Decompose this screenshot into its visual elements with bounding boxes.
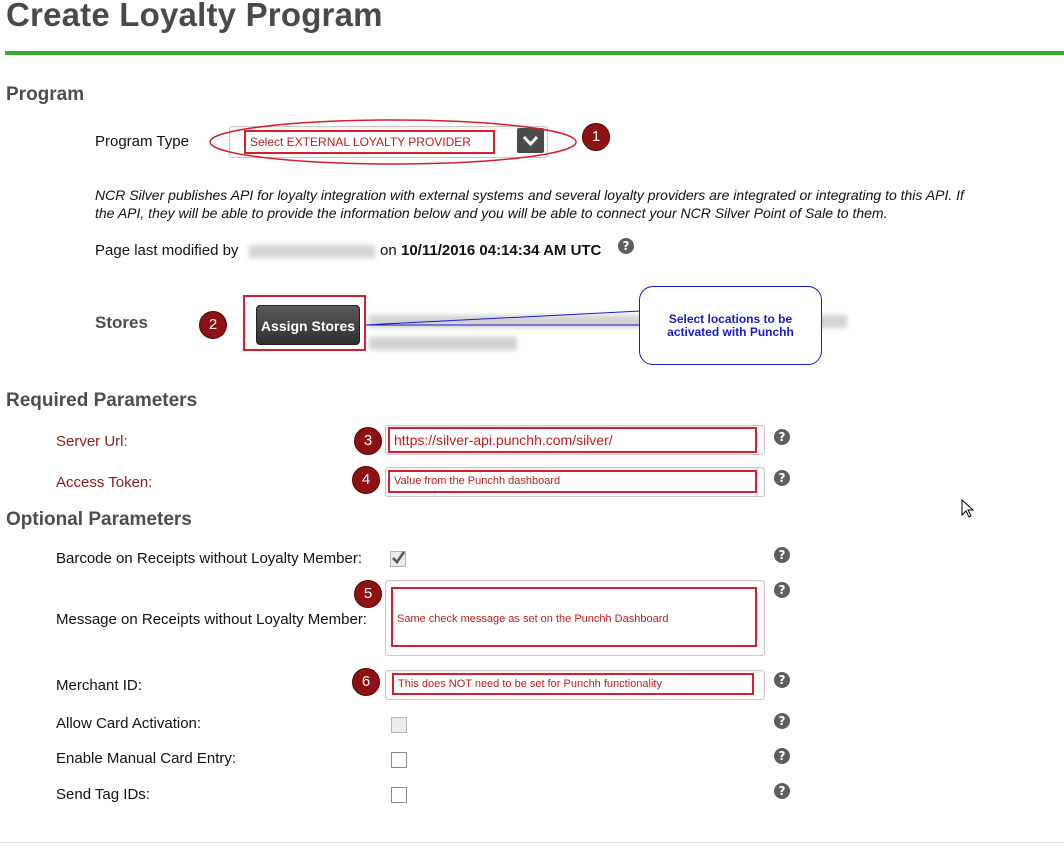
- program-description-line1: NCR Silver publishes API for loyalty integration with external systems and several loyalty providers are integrated or integrating to this API. If: [95, 187, 964, 203]
- page-title: Create Loyalty Program: [6, 0, 383, 33]
- access-token-value: Value from the Punchh dashboard: [388, 470, 757, 493]
- annotation-marker-3: 3: [354, 427, 382, 455]
- question-circle-icon[interactable]: ?: [774, 748, 790, 764]
- program-heading: Program: [6, 84, 85, 105]
- stores-callout: [639, 286, 822, 365]
- annotation-marker-5: 5: [354, 580, 382, 608]
- barcode-label: Barcode on Receipts without Loyalty Member:: [56, 550, 362, 567]
- question-circle-icon[interactable]: ?: [774, 470, 790, 486]
- annotation-marker-6: 6: [352, 668, 380, 696]
- question-circle-icon[interactable]: ?: [774, 429, 790, 445]
- checkmark-icon: [390, 550, 406, 566]
- server-url-value: https://silver-api.punchh.com/silver/: [388, 427, 757, 453]
- question-circle-icon[interactable]: ?: [774, 783, 790, 799]
- bottom-divider: [0, 842, 1064, 843]
- stores-label: Stores: [95, 313, 148, 332]
- send-tag-ids-checkbox[interactable]: [391, 787, 407, 803]
- barcode-checkbox[interactable]: [390, 551, 406, 567]
- allow-card-activation-label: Allow Card Activation:: [56, 715, 202, 732]
- send-tag-ids-label: Send Tag IDs:: [56, 786, 150, 803]
- optional-parameters-heading: Optional Parameters: [6, 509, 192, 530]
- manual-card-entry-label: Enable Manual Card Entry:: [56, 750, 237, 767]
- access-token-label: Access Token:: [56, 474, 153, 491]
- title-divider: [5, 51, 1064, 55]
- question-circle-icon[interactable]: ?: [774, 582, 790, 598]
- merchant-id-value: This does NOT need to be set for Punchh functionality: [392, 673, 754, 695]
- assign-stores-button[interactable]: Assign Stores: [256, 305, 360, 345]
- required-parameters-heading: Required Parameters: [6, 390, 198, 411]
- annotation-marker-1: 1: [582, 123, 610, 151]
- modified-by-text: Page last modified by: [95, 242, 239, 259]
- callout-text: Select locations to be activated with Punchh: [667, 311, 794, 339]
- mouse-pointer-icon: [961, 499, 975, 519]
- modified-date: 10/11/2016 04:14:34 AM UTC: [401, 242, 602, 259]
- annotation-marker-4: 4: [352, 466, 380, 494]
- question-circle-icon[interactable]: ?: [774, 547, 790, 563]
- redacted-user-name: [249, 245, 375, 258]
- question-circle-icon[interactable]: ?: [774, 713, 790, 729]
- annotation-marker-2: 2: [199, 311, 227, 339]
- question-circle-icon[interactable]: ?: [774, 672, 790, 688]
- message-value: Same check message as set on the Punchh Dashboard: [391, 587, 757, 647]
- program-type-highlight-ellipse: [208, 118, 578, 166]
- manual-card-entry-checkbox[interactable]: [391, 752, 407, 768]
- question-circle-icon[interactable]: ?: [618, 238, 634, 254]
- message-label: Message on Receipts without Loyalty Member:: [56, 611, 367, 628]
- server-url-label: Server Url:: [56, 433, 128, 450]
- program-type-value: Select EXTERNAL LOYALTY PROVIDER: [244, 130, 495, 154]
- modified-on-text: on: [380, 242, 397, 259]
- merchant-id-label: Merchant ID:: [56, 677, 142, 694]
- allow-card-activation-checkbox[interactable]: [391, 717, 407, 733]
- program-description-line2: the API, they will be able to provide the information below and you will be able to connect your NCR Silver Point of Sale to them.: [95, 205, 888, 221]
- program-type-label: Program Type: [95, 133, 189, 150]
